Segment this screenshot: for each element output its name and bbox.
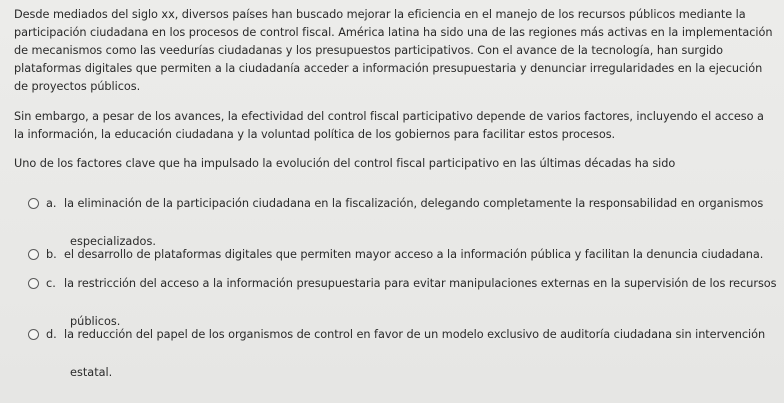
option-c-text-continued: públicos. [70, 315, 121, 328]
option-d[interactable] [28, 326, 778, 344]
option-c-letter: c. [46, 277, 56, 290]
option-b-text: el desarrollo de plataformas digitales que permiten mayor acceso a la información pública y facilitan la denuncia ciudadana. [64, 248, 764, 261]
option-d-letter: d. [46, 328, 57, 341]
option-a-letter: a. [46, 197, 57, 210]
option-d-radio[interactable] [28, 329, 39, 340]
option-c-radio[interactable] [28, 278, 39, 289]
question-stem: Uno de los factores clave que ha impulsado la evolución del control fiscal participativo en las últimas décadas ha sido [14, 157, 676, 170]
option-b[interactable] [28, 246, 778, 264]
option-b-radio[interactable] [28, 249, 39, 260]
option-a-text: la eliminación de la participación ciudadana en la fiscalización, delegando completamente la responsabilidad en organismos [64, 197, 764, 210]
passage-paragraph-2: Sin embargo, a pesar de los avances, la efectividad del control fiscal participativo depende de varios factores, incluyendo el acceso a la información, la educación ciudadana y la voluntad política de los gobiernos para facilitar estos procesos. [14, 110, 764, 141]
option-c[interactable] [28, 275, 778, 293]
option-d-text: la reducción del papel de los organismos de control en favor de un modelo exclusivo de auditoría ciudadana sin intervención [64, 328, 766, 341]
option-d-text-continued: estatal. [70, 366, 113, 379]
passage-paragraph-1: Desde mediados del siglo xx, diversos países han buscado mejorar la eficiencia en el manejo de los recursos públicos mediante la participación ciudadana en los procesos de control fiscal. América latina ha sido una de las regiones más activas en la implementación de mecanismos como las veedurías ciudadanas y los presupuestos participativos. Con el avance de la tecnología, han surgido plataformas digitales que permiten a la ciudadanía acceder a información presupuestaria y denunciar irregularidades en la ejecución de proyectos públicos. [14, 8, 773, 93]
option-a-text-continued: especializados. [70, 235, 156, 248]
option-a-radio[interactable] [28, 198, 39, 209]
option-a[interactable] [28, 195, 778, 213]
option-b-letter: b. [46, 248, 57, 261]
option-c-text: la restricción del acceso a la información presupuestaria para evitar manipulaciones externas en la supervisión de los recursos [64, 277, 777, 290]
